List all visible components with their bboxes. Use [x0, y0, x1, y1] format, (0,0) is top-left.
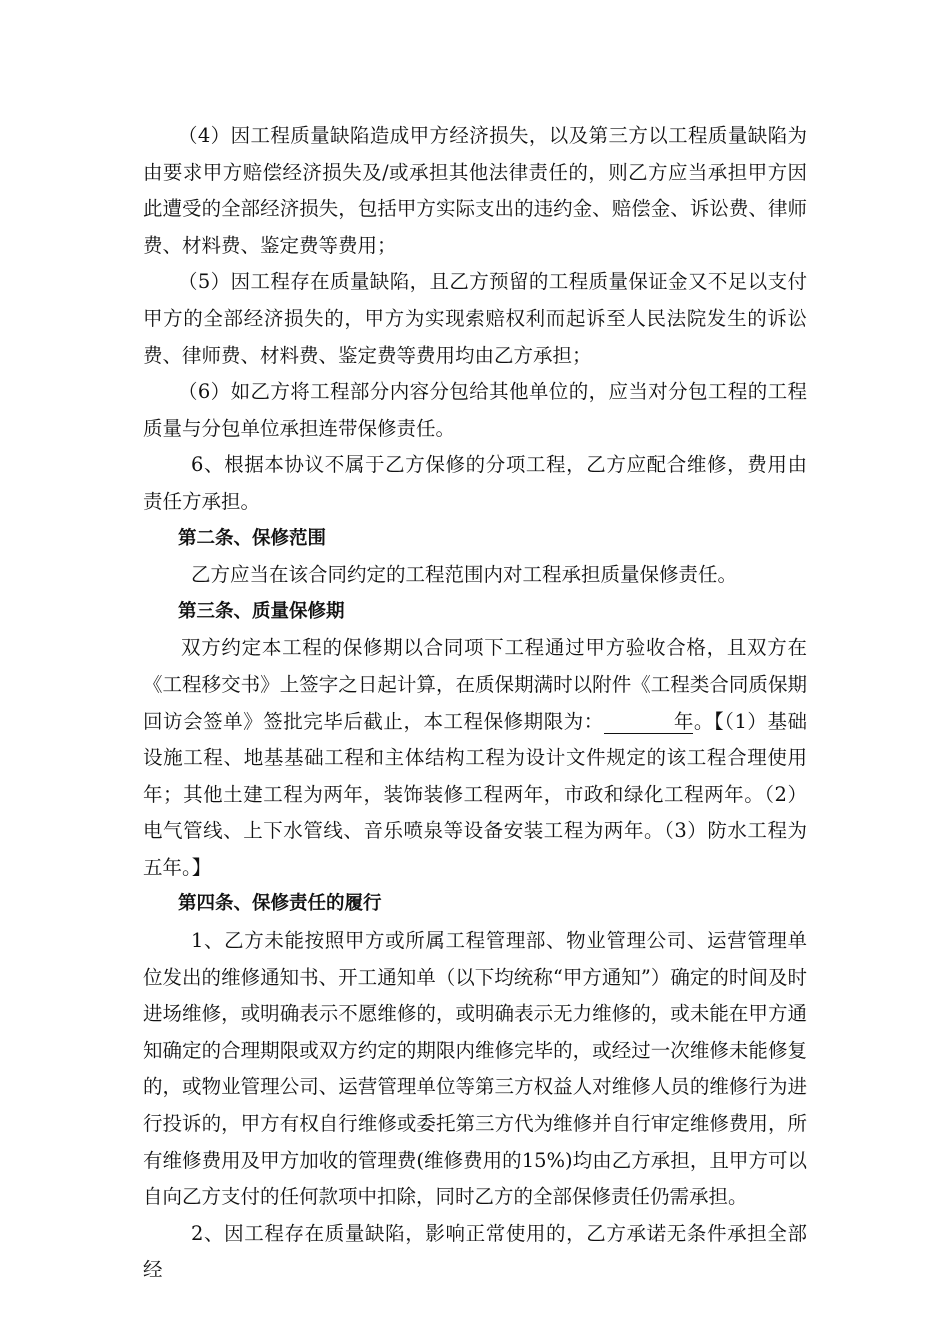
heading-article-3: 第三条、质量保修期 [178, 600, 345, 622]
heading-article-4: 第四条、保修责任的履行 [178, 893, 382, 915]
paragraph-item-6: 6、根据本协议不属于乙方保修的分项工程，乙方应配合维修，费用由责任方承担。 [143, 453, 807, 513]
paragraph-duty-item-2: 2、因工程存在质量缺陷，影响正常使用的，乙方承诺无条件承担全部经 [143, 1221, 807, 1282]
paragraph-duty-item-1: 1、乙方未能按照甲方或所属工程管理部、物业管理公司、运营管理单位发出的维修通知书、开工通知单（以下均统称“甲方通知”）确定的时间及时进场维修，或明确表示不愿维修的，或明确表示无力维修的，或未能在甲方通知确定的合理期限或双方约定的期限内维修完毕的，或经过一次维修未能修复的，或物业管理公司、运营管理单位等第三方权益人对维修人员的维修行为进行投诉的，甲方有权自行维修或委托第三方代为维修并自行审定维修费用，所有维修费用及甲方加收的管理费(维修费用的15%)均由乙方承担，且甲方可以自向乙方支付的任何款项中扣除，同时乙方的全部保修责任仍需承担。 [143, 929, 807, 1209]
warranty-year-unit: 年 [673, 709, 694, 733]
paragraph-clause-5: （5）因工程存在质量缺陷，且乙方预留的工程质量保证金又不足以支付甲方的全部经济损失的，甲方为实现索赔权利而起诉至人民法院发生的诉讼费、律师费、材料费、鉴定费等费用均由乙方承担； [143, 270, 807, 367]
warranty-period-text-a: 双方约定本工程的保修期以合同项下工程通过甲方验收合格，且双方在《工程移交书》上签字之日起计算，在质保期满时以附件《工程类合同质保期回访会签单》签批完毕后截止，本工程保修期限为： [143, 636, 807, 733]
paragraph-warranty-scope: 乙方应当在该合同约定的工程范围内对工程承担质量保修责任。 [191, 563, 738, 587]
heading-article-2: 第二条、保修范围 [178, 527, 327, 549]
paragraph-warranty-period [143, 630, 807, 886]
warranty-years-blank [604, 711, 694, 734]
warranty-period-text-b: 。【（1）基础设施工程、地基基础工程和主体结构工程为设计文件规定的该工程合理使用年；其他土建工程为两年，装饰装修工程两年，市政和绿化工程两年。（2）电气管线、上下水管线、音乐喷泉等设备安装工程为两年。（3）防水工程为五年。】 [143, 709, 807, 879]
document-body [143, 118, 807, 1289]
paragraph-clause-6: （6）如乙方将工程部分内容分包给其他单位的，应当对分包工程的工程质量与分包单位承担连带保修责任。 [143, 380, 807, 440]
paragraph-clause-4: （4）因工程质量缺陷造成甲方经济损失，以及第三方以工程质量缺陷为由要求甲方赔偿经济损失及/或承担其他法律责任的，则乙方应当承担甲方因此遭受的全部经济损失，包括甲方实际支出的违约金、赔偿金、诉讼费、律师费、材料费、鉴定费等费用； [143, 124, 807, 257]
